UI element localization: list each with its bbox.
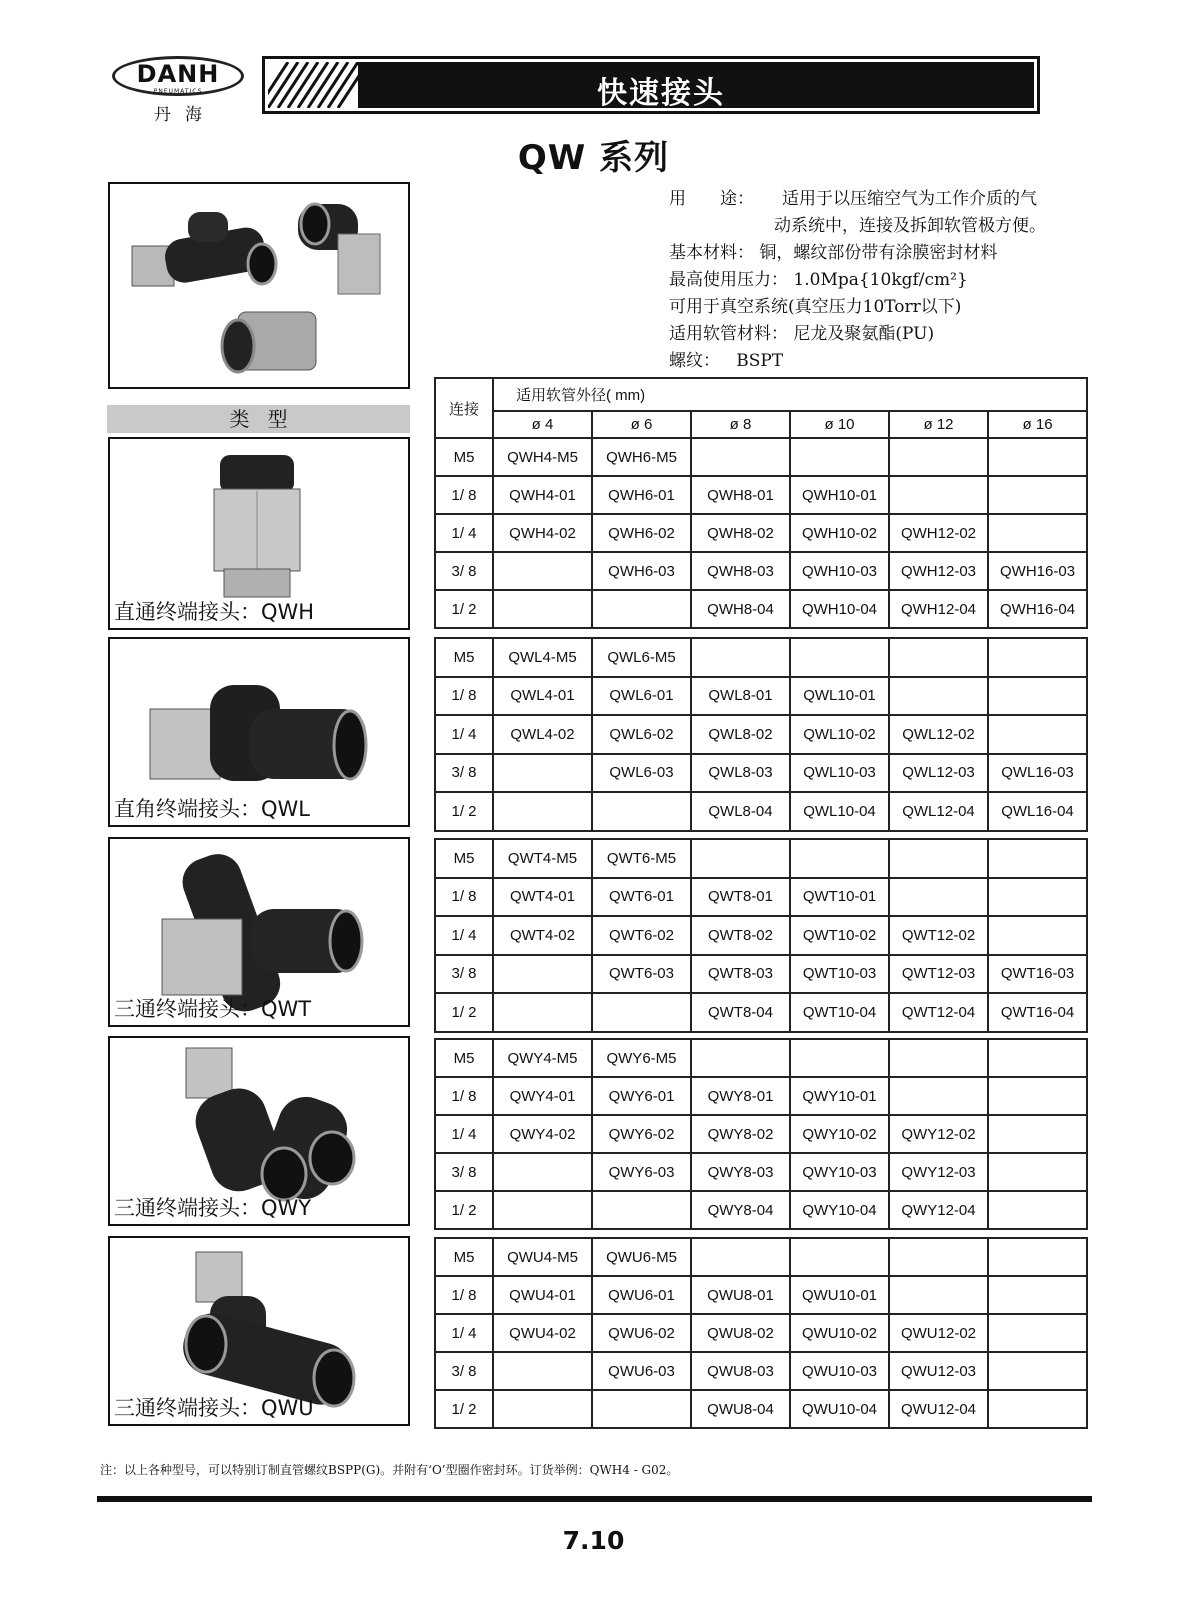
model-cell: QWU4-01 [493,1276,592,1314]
model-cell: QWY8-01 [691,1077,790,1115]
model-cell [691,1238,790,1276]
model-cell: QWU12-03 [889,1352,988,1390]
thread-cell: 1/ 2 [435,1191,493,1229]
table-row [435,1077,1087,1115]
thread-cell: 1/ 2 [435,792,493,831]
model-cell: QWT4-M5 [493,839,592,878]
table-row [435,514,1087,552]
model-cell: QWU4-M5 [493,1238,592,1276]
model-cell: QWY6-01 [592,1077,691,1115]
model-cell [493,792,592,831]
model-cell: QWH10-03 [790,552,889,590]
thread-cell: 1/ 2 [435,1390,493,1428]
model-cell: QWH10-04 [790,590,889,628]
header-size: ø 8 [691,411,790,438]
thread-cell: 1/ 8 [435,1276,493,1314]
table-row [435,638,1087,677]
thread-cell: 3/ 8 [435,552,493,590]
table-qwt [434,838,1088,1033]
thread-cell: M5 [435,1039,493,1077]
model-cell: QWU12-02 [889,1314,988,1352]
table-qwu [434,1237,1088,1429]
photo-box-qwh [108,437,410,630]
model-cell [790,438,889,476]
model-cell: QWL10-03 [790,754,889,793]
thread-cell: 1/ 4 [435,1115,493,1153]
model-cell: QWL8-02 [691,715,790,754]
model-cell: QWU8-01 [691,1276,790,1314]
model-cell: QWU6-02 [592,1314,691,1352]
model-cell: QWL12-03 [889,754,988,793]
banner-title: 快速接头 [597,76,725,111]
model-cell: QWL8-04 [691,792,790,831]
thread-cell: 1/ 4 [435,1314,493,1352]
table-row [435,1115,1087,1153]
model-cell: QWY4-02 [493,1115,592,1153]
thread-cell: 1/ 8 [435,476,493,514]
model-cell: QWT4-02 [493,916,592,955]
footnote: 注：以上各种型号，可以特别订制直管螺纹BSPP(G)。并附有‘O’型圈作密封环。订货举例：QWH4 - G02。 [100,1463,679,1477]
model-cell [988,677,1087,716]
model-cell [790,638,889,677]
model-cell: QWL8-03 [691,754,790,793]
model-cell: QWY12-02 [889,1115,988,1153]
model-cell: QWT12-02 [889,916,988,955]
table-row [435,552,1087,590]
model-cell: QWY6-02 [592,1115,691,1153]
logo-wordmark: DANH [136,60,220,88]
model-cell [988,1153,1087,1191]
model-cell: QWU4-02 [493,1314,592,1352]
model-cell [493,590,592,628]
model-cell: QWU12-04 [889,1390,988,1428]
model-cell: QWT4-01 [493,878,592,917]
model-cell: QWT10-04 [790,993,889,1032]
model-cell: QWH12-02 [889,514,988,552]
model-cell [691,839,790,878]
model-cell [691,638,790,677]
company-logo [112,52,248,124]
table-row [435,1352,1087,1390]
model-cell: QWH8-03 [691,552,790,590]
model-cell: QWL10-04 [790,792,889,831]
header-size: ø 12 [889,411,988,438]
table-row [435,839,1087,878]
model-cell: QWT12-03 [889,955,988,994]
model-cell [988,878,1087,917]
model-cell: QWT6-M5 [592,839,691,878]
model-cell: QWL4-02 [493,715,592,754]
thread-cell: M5 [435,1238,493,1276]
table-row [435,792,1087,831]
model-cell [592,993,691,1032]
model-cell: QWT16-03 [988,955,1087,994]
spec-list [669,186,1139,375]
photo-box-qwl [108,637,410,827]
type-label-bar: 类型 [107,405,410,433]
model-cell: QWH8-04 [691,590,790,628]
model-cell: QWT8-04 [691,993,790,1032]
model-cell [889,476,988,514]
table-row [435,677,1087,716]
model-cell: QWT8-01 [691,878,790,917]
model-cell [592,1390,691,1428]
model-cell: QWH4-01 [493,476,592,514]
header-tube-od: 适用软管外径( mm) [493,378,1087,411]
thread-cell: 1/ 4 [435,514,493,552]
table-row [435,1191,1087,1229]
model-cell: QWH12-03 [889,552,988,590]
thread-cell: 1/ 8 [435,677,493,716]
thread-cell: 3/ 8 [435,1352,493,1390]
model-cell [889,438,988,476]
thread-cell: 3/ 8 [435,955,493,994]
model-cell [988,476,1087,514]
table-row [435,476,1087,514]
table-qwl [434,637,1088,832]
model-cell: QWY4-01 [493,1077,592,1115]
table-row [435,955,1087,994]
model-cell [493,552,592,590]
spec-row: 基本材料： 铜，螺纹部份带有涂膜密封材料 [669,243,998,263]
model-cell: QWL10-02 [790,715,889,754]
model-cell: QWH6-02 [592,514,691,552]
logo-chinese-name: 丹海 [154,105,216,125]
series-title: QW 系列 [517,138,670,178]
model-cell: QWT8-03 [691,955,790,994]
model-cell [988,1077,1087,1115]
table-row [435,1039,1087,1077]
model-cell: QWU8-03 [691,1352,790,1390]
model-cell: QWT12-04 [889,993,988,1032]
model-cell: QWY10-01 [790,1077,889,1115]
model-cell: QWU8-02 [691,1314,790,1352]
model-cell: QWH6-M5 [592,438,691,476]
model-cell [889,839,988,878]
fittings-group-image [110,184,410,389]
spec-row: 动系统中，连接及拆卸软管极方便。 [774,216,1046,236]
spec-row: 用 途： 适用于以压缩空气为工作介质的气 [669,189,1037,209]
model-cell: QWH4-02 [493,514,592,552]
table-row [435,993,1087,1032]
model-cell [988,1039,1087,1077]
model-cell: QWY12-04 [889,1191,988,1229]
model-cell: QWY10-03 [790,1153,889,1191]
model-cell [691,1039,790,1077]
model-cell [790,1238,889,1276]
model-cell: QWY10-02 [790,1115,889,1153]
model-cell: QWL4-01 [493,677,592,716]
model-cell [889,1039,988,1077]
model-cell: QWH10-02 [790,514,889,552]
table-row [435,1276,1087,1314]
model-cell: QWH6-01 [592,476,691,514]
model-cell [988,1314,1087,1352]
model-cell [988,916,1087,955]
table-row [435,590,1087,628]
header-size: ø 16 [988,411,1087,438]
table-row [435,916,1087,955]
model-cell: QWU10-01 [790,1276,889,1314]
thread-cell: 1/ 2 [435,993,493,1032]
model-cell: QWU10-03 [790,1352,889,1390]
model-cell: QWT6-03 [592,955,691,994]
model-cell [889,1276,988,1314]
photo-box-qwy [108,1036,410,1226]
thread-cell: 3/ 8 [435,754,493,793]
model-cell: QWL10-01 [790,677,889,716]
model-cell [592,792,691,831]
model-cell [493,1153,592,1191]
model-cell: QWU10-04 [790,1390,889,1428]
model-cell [988,1390,1087,1428]
overview-photo [108,182,410,389]
model-cell: QWT6-02 [592,916,691,955]
model-cell: QWH12-04 [889,590,988,628]
caption-qwu: 三通终端接头：QWU [114,1396,314,1420]
spec-row: 螺纹： BSPT [669,351,784,371]
model-cell: QWT10-03 [790,955,889,994]
model-cell [493,955,592,994]
model-cell [988,638,1087,677]
model-cell: QWH16-04 [988,590,1087,628]
model-cell [889,1238,988,1276]
model-cell [691,438,790,476]
model-cell [889,677,988,716]
table-row [435,878,1087,917]
model-cell: QWH8-02 [691,514,790,552]
table-qwy [434,1038,1088,1230]
header-size: ø 6 [592,411,691,438]
model-cell: QWH8-01 [691,476,790,514]
header-banner [262,56,1040,114]
thread-cell: 1/ 8 [435,878,493,917]
thread-cell: M5 [435,438,493,476]
model-cell [988,1191,1087,1229]
footer-rule [97,1496,1092,1502]
spec-row: 适用软管材料： 尼龙及聚氨酯(PU) [669,324,935,344]
model-cell: QWY6-M5 [592,1039,691,1077]
model-cell: QWU8-04 [691,1390,790,1428]
model-cell [988,1352,1087,1390]
model-cell: QWU6-M5 [592,1238,691,1276]
thread-cell: 1/ 4 [435,715,493,754]
caption-qwt: 三通终端接头：QWT [114,997,312,1021]
model-cell: QWY4-M5 [493,1039,592,1077]
model-cell: QWL6-M5 [592,638,691,677]
model-cell: QWT10-02 [790,916,889,955]
model-cell: QWL6-02 [592,715,691,754]
table-row [435,715,1087,754]
model-cell: QWT8-02 [691,916,790,955]
model-cell [988,438,1087,476]
model-cell [592,590,691,628]
model-cell: QWL16-03 [988,754,1087,793]
caption-qwh: 直通终端接头：QWH [114,600,315,624]
page-number: 7.10 [562,1526,625,1555]
model-cell [493,1352,592,1390]
model-cell: QWY10-04 [790,1191,889,1229]
model-cell: QWT6-01 [592,878,691,917]
model-cell: QWH4-M5 [493,438,592,476]
model-cell: QWU6-03 [592,1352,691,1390]
model-cell: QWY6-03 [592,1153,691,1191]
model-cell: QWY12-03 [889,1153,988,1191]
model-cell [493,1191,592,1229]
table-row [435,754,1087,793]
model-cell: QWL4-M5 [493,638,592,677]
model-cell [988,1276,1087,1314]
thread-cell: 1/ 8 [435,1077,493,1115]
thread-cell: 3/ 8 [435,1153,493,1191]
header-connection: 连接 [435,378,493,438]
model-cell: QWL12-04 [889,792,988,831]
model-cell: QWU10-02 [790,1314,889,1352]
model-cell: QWH10-01 [790,476,889,514]
model-cell [592,1191,691,1229]
header-size: ø 10 [790,411,889,438]
model-cell: QWT16-04 [988,993,1087,1032]
model-cell [493,993,592,1032]
thread-cell: 1/ 4 [435,916,493,955]
model-cell [790,1039,889,1077]
model-cell: QWT10-01 [790,878,889,917]
spec-row: 可用于真空系统(真空压力10Torr以下) [669,297,962,317]
table-row [435,438,1087,476]
model-cell [889,1077,988,1115]
photo-box-qwu [108,1236,410,1426]
model-cell: QWL6-01 [592,677,691,716]
photo-box-qwt [108,837,410,1027]
logo-subtitle: PNEUMATICS [153,88,203,95]
caption-qwl: 直角终端接头：QWL [114,797,310,821]
model-cell [988,839,1087,878]
caption-qwy: 三通终端接头：QWY [114,1196,312,1220]
model-cell [988,514,1087,552]
model-cell [988,1115,1087,1153]
model-cell: QWU6-01 [592,1276,691,1314]
model-cell [988,715,1087,754]
table-row [435,1238,1087,1276]
table-row [435,1314,1087,1352]
model-cell: QWY8-02 [691,1115,790,1153]
model-cell: QWL16-04 [988,792,1087,831]
thread-cell: M5 [435,839,493,878]
model-cell: QWY8-04 [691,1191,790,1229]
model-cell: QWH16-03 [988,552,1087,590]
model-cell [889,638,988,677]
header-size: ø 4 [493,411,592,438]
model-cell: QWL8-01 [691,677,790,716]
model-cell [988,1238,1087,1276]
thread-cell: M5 [435,638,493,677]
thread-cell: 1/ 2 [435,590,493,628]
model-cell [790,839,889,878]
table-row [435,1153,1087,1191]
model-cell [889,878,988,917]
model-cell: QWL6-03 [592,754,691,793]
spec-row: 最高使用压力： 1.0Mpa{10kgf/cm²} [669,270,968,290]
model-cell [493,754,592,793]
model-cell: QWY8-03 [691,1153,790,1191]
table-row [435,1390,1087,1428]
model-cell: QWH6-03 [592,552,691,590]
table-qwh [434,377,1088,629]
model-cell: QWL12-02 [889,715,988,754]
model-cell [493,1390,592,1428]
